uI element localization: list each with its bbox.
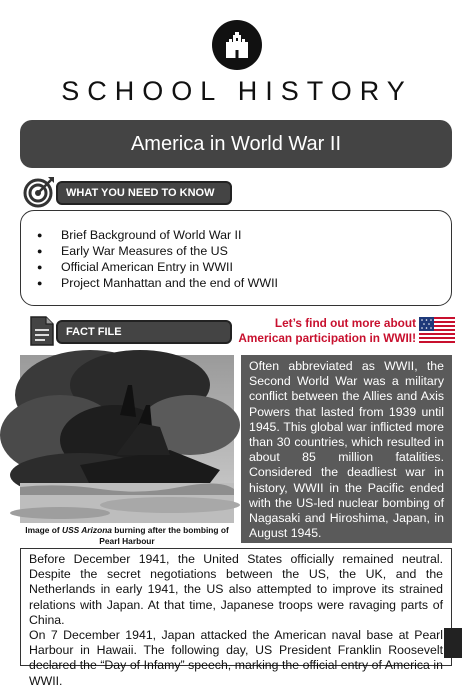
- list-item: ● Project Manhattan and the end of WWII: [37, 275, 451, 291]
- list-item: ● Early War Measures of the US: [37, 243, 451, 259]
- fact-file-text: Often abbreviated as WWII, the Second World War was a military conflict between the Allies and Axis Powers that lasted from 1939 until 1945. This global war inflicted more than 30 countries, which resulted in about 85 million fatalities. Considered the deadliest war in history, WWII in the Pacific ended with the US-led nuclear bombing of Nagasaki and Hiroshima, Japan, in August 1945.: [241, 355, 452, 543]
- title-banner: [20, 120, 452, 168]
- list-item: ● Brief Background of World War II: [37, 227, 451, 243]
- target-icon: [22, 175, 56, 209]
- promo-text: [236, 316, 416, 346]
- list-item: ● Official American Entry in WWII: [37, 259, 451, 275]
- caption-suffix: burning after the bombing of Pearl Harbour: [99, 525, 229, 546]
- promo-line-1: Let’s find out more about: [274, 316, 416, 330]
- photo-caption: [20, 525, 234, 546]
- caption-prefix: Image of: [25, 525, 63, 535]
- key-topics-box: [20, 210, 452, 306]
- corner-tab: [444, 628, 462, 658]
- uss-arizona-photo: [20, 355, 234, 523]
- page-title: America in World War II: [130, 132, 342, 155]
- logo-badge: [212, 20, 262, 70]
- what-you-need-to-know-heading: WHAT YOU NEED TO KNOW: [56, 181, 232, 205]
- caption-ship-name: USS Arizona: [62, 525, 112, 535]
- brand-name: SCHOOL HISTORY: [61, 76, 413, 106]
- entry-history-paragraph-2: On 7 December 1941, Japan attacked the American naval base at Pearl Harbour in Hawaii. The following day, US President Franklin Roosevelt declared the “Day of Infamy” speech, marking the official entry of America in WWII.: [29, 628, 443, 688]
- key-topics-list: [37, 227, 451, 291]
- entry-history-box: [20, 548, 452, 688]
- us-flag-icon: [419, 317, 455, 343]
- promo-line-2: American participation in WWII!: [238, 331, 416, 345]
- fact-file-heading: FACT FILE: [56, 320, 232, 344]
- castle-icon: [224, 31, 250, 59]
- entry-history-paragraph-1: Before December 1941, the United States officially remained neutral. Despite the secret negotiations between the US, the UK, and the Netherlands in early 1941, the US also attempted to improve its strained relations with Japan. At that time, Japanese troops were ravaging parts of China.: [29, 552, 443, 627]
- document-icon: [30, 316, 54, 346]
